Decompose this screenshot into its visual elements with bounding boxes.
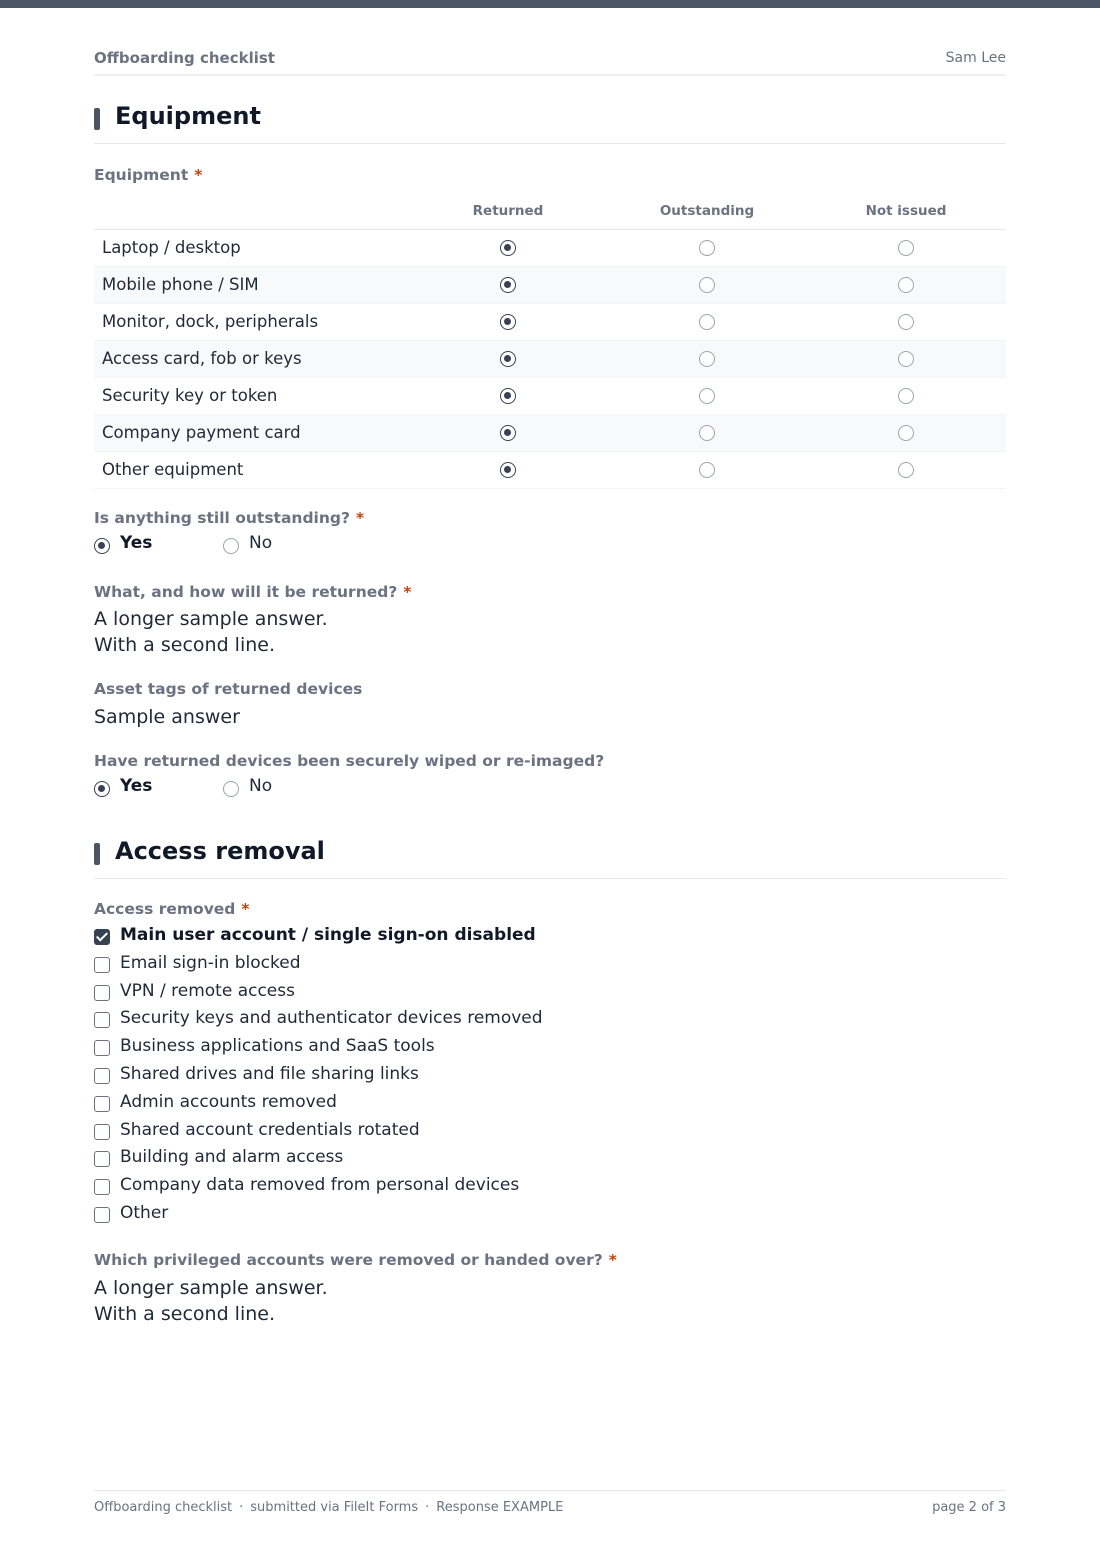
form-page <box>94 0 1006 1556</box>
page-number: page 2 of 3 <box>932 1500 1006 1515</box>
checkbox-label: Business applications and SaaS tools <box>120 1036 435 1057</box>
matrix-radio[interactable] <box>898 351 914 367</box>
question-label-text: Equipment <box>94 166 189 184</box>
checkbox-label: VPN / remote access <box>120 980 295 1001</box>
question-label-text: What, and how will it be returned? <box>94 583 398 601</box>
question-label-equipment <box>94 166 202 184</box>
question-label-text: Have returned devices been securely wiped or re-imaged? <box>94 752 605 770</box>
checkbox[interactable] <box>94 1012 110 1028</box>
matrix-header-row <box>94 196 1006 230</box>
required-mark: * <box>403 583 412 601</box>
matrix-radio[interactable] <box>898 277 914 293</box>
matrix-row <box>94 267 1006 304</box>
checkbox[interactable] <box>94 1207 110 1223</box>
radio-button-selected[interactable] <box>94 538 110 554</box>
checkbox-label: Email sign-in blocked <box>120 952 301 973</box>
checkbox-option[interactable] <box>94 1175 1006 1203</box>
matrix-row-label: Company payment card <box>102 423 301 442</box>
matrix-radio[interactable] <box>699 425 715 441</box>
checkbox[interactable] <box>94 1096 110 1112</box>
section-header-equipment <box>94 104 1006 144</box>
question-label-access-removed <box>94 900 250 918</box>
question-label-text: Which privileged accounts were removed or handed over? <box>94 1251 603 1269</box>
respondent-name: Sam Lee <box>945 50 1006 66</box>
matrix-radio[interactable] <box>898 314 914 330</box>
required-mark: * <box>241 900 250 918</box>
footer-form-name: Offboarding checklist <box>94 1500 233 1515</box>
radio-button[interactable] <box>223 781 239 797</box>
matrix-column-header: Not issued <box>865 203 947 219</box>
checkbox[interactable] <box>94 1124 110 1140</box>
radio-option-label: Yes <box>120 533 153 553</box>
section-header-access-removal <box>94 839 1006 879</box>
answer-line: A longer sample answer. <box>94 608 328 630</box>
matrix-row <box>94 341 1006 378</box>
checkbox-label: Other <box>120 1202 169 1223</box>
matrix-row <box>94 452 1006 489</box>
question-label-privileged-accounts <box>94 1251 617 1269</box>
matrix-radio-selected[interactable] <box>500 240 516 256</box>
checkbox-option[interactable] <box>94 981 1006 1009</box>
checkbox-option[interactable] <box>94 1064 1006 1092</box>
question-label-asset-tags <box>94 680 362 698</box>
question-label-outstanding <box>94 509 364 527</box>
matrix-radio-selected[interactable] <box>500 425 516 441</box>
matrix-row <box>94 304 1006 341</box>
checkbox-label: Company data removed from personal devices <box>120 1175 520 1196</box>
checkbox-label: Shared drives and file sharing links <box>120 1063 419 1084</box>
radio-option-label: No <box>249 533 273 553</box>
matrix-row-label: Monitor, dock, peripherals <box>102 312 319 331</box>
checkbox[interactable] <box>94 1151 110 1167</box>
radio-option-label: Yes <box>120 776 153 796</box>
checkbox-label: Security keys and authenticator devices removed <box>120 1008 543 1029</box>
checkbox[interactable] <box>94 1068 110 1084</box>
matrix-radio[interactable] <box>699 277 715 293</box>
answer-line: A longer sample answer. <box>94 1277 328 1299</box>
required-mark: * <box>194 166 203 184</box>
matrix-row-label: Access card, fob or keys <box>102 349 302 368</box>
footer-separator: · <box>425 1500 430 1515</box>
section-accent-bar <box>94 108 100 130</box>
matrix-column-header: Outstanding <box>659 203 755 219</box>
matrix-row-label: Other equipment <box>102 460 244 479</box>
document-title: Offboarding checklist <box>94 49 275 67</box>
checkbox-option[interactable] <box>94 953 1006 981</box>
matrix-radio-selected[interactable] <box>500 462 516 478</box>
matrix-radio[interactable] <box>898 425 914 441</box>
answer-return-details <box>94 606 328 658</box>
access-removed-checklist <box>94 925 1006 1231</box>
question-label-return-details <box>94 583 411 601</box>
matrix-row-label: Laptop / desktop <box>102 238 241 257</box>
answer-privileged-accounts <box>94 1275 328 1327</box>
checkbox-label: Admin accounts removed <box>120 1091 337 1112</box>
matrix-radio-selected[interactable] <box>500 351 516 367</box>
question-label-wiped <box>94 752 604 770</box>
page-footer <box>94 1490 1006 1520</box>
checkbox-option[interactable] <box>94 1203 1006 1231</box>
checkbox-option[interactable] <box>94 1008 1006 1036</box>
checkbox-label: Building and alarm access <box>120 1147 344 1168</box>
checkbox[interactable] <box>94 1040 110 1056</box>
question-label-text: Access removed <box>94 900 236 918</box>
matrix-radio-selected[interactable] <box>500 314 516 330</box>
radio-button-selected[interactable] <box>94 781 110 797</box>
matrix-radio-selected[interactable] <box>500 277 516 293</box>
section-accent-bar <box>94 843 100 865</box>
radio-button[interactable] <box>223 538 239 554</box>
answer-line: With a second line. <box>94 1303 275 1325</box>
matrix-radio-selected[interactable] <box>500 388 516 404</box>
matrix-row <box>94 378 1006 415</box>
checkbox-option[interactable] <box>94 925 1006 953</box>
question-label-text: Asset tags of returned devices <box>94 680 363 698</box>
matrix-radio[interactable] <box>699 462 715 478</box>
footer-response-id: Response EXAMPLE <box>436 1500 564 1515</box>
section-title: Access removal <box>115 837 325 865</box>
checkbox-option[interactable] <box>94 1120 1006 1148</box>
matrix-radio[interactable] <box>699 388 715 404</box>
matrix-row <box>94 230 1006 267</box>
matrix-radio[interactable] <box>699 351 715 367</box>
answer-asset-tags: Sample answer <box>94 706 240 728</box>
footer-separator: · <box>239 1500 244 1515</box>
matrix-radio[interactable] <box>898 240 914 256</box>
required-mark: * <box>608 1251 617 1269</box>
required-mark: * <box>356 509 365 527</box>
checkbox-option[interactable] <box>94 1147 1006 1175</box>
page-header <box>94 48 1006 76</box>
checkbox-label: Shared account credentials rotated <box>120 1119 420 1140</box>
checkbox-option[interactable] <box>94 1036 1006 1064</box>
matrix-column-header: Returned <box>472 203 544 219</box>
footer-submitted: submitted via FileIt Forms <box>250 1500 419 1515</box>
matrix-radio[interactable] <box>898 388 914 404</box>
matrix-row-label: Security key or token <box>102 386 278 405</box>
checkbox-option[interactable] <box>94 1092 1006 1120</box>
checkbox[interactable] <box>94 957 110 973</box>
matrix-radio[interactable] <box>699 240 715 256</box>
matrix-radio[interactable] <box>898 462 914 478</box>
checkbox[interactable] <box>94 1179 110 1195</box>
checkbox[interactable] <box>94 985 110 1001</box>
radio-option-label: No <box>249 776 273 796</box>
checkbox-checked[interactable] <box>94 929 110 945</box>
question-label-text: Is anything still outstanding? <box>94 509 350 527</box>
checkbox-label: Main user account / single sign-on disabled <box>120 925 536 945</box>
equipment-matrix <box>94 196 1006 489</box>
matrix-body <box>94 230 1006 489</box>
matrix-radio[interactable] <box>699 314 715 330</box>
matrix-row <box>94 415 1006 452</box>
footer-info <box>94 1500 563 1515</box>
matrix-row-label: Mobile phone / SIM <box>102 275 259 294</box>
section-title: Equipment <box>115 102 261 130</box>
answer-line: With a second line. <box>94 634 275 656</box>
